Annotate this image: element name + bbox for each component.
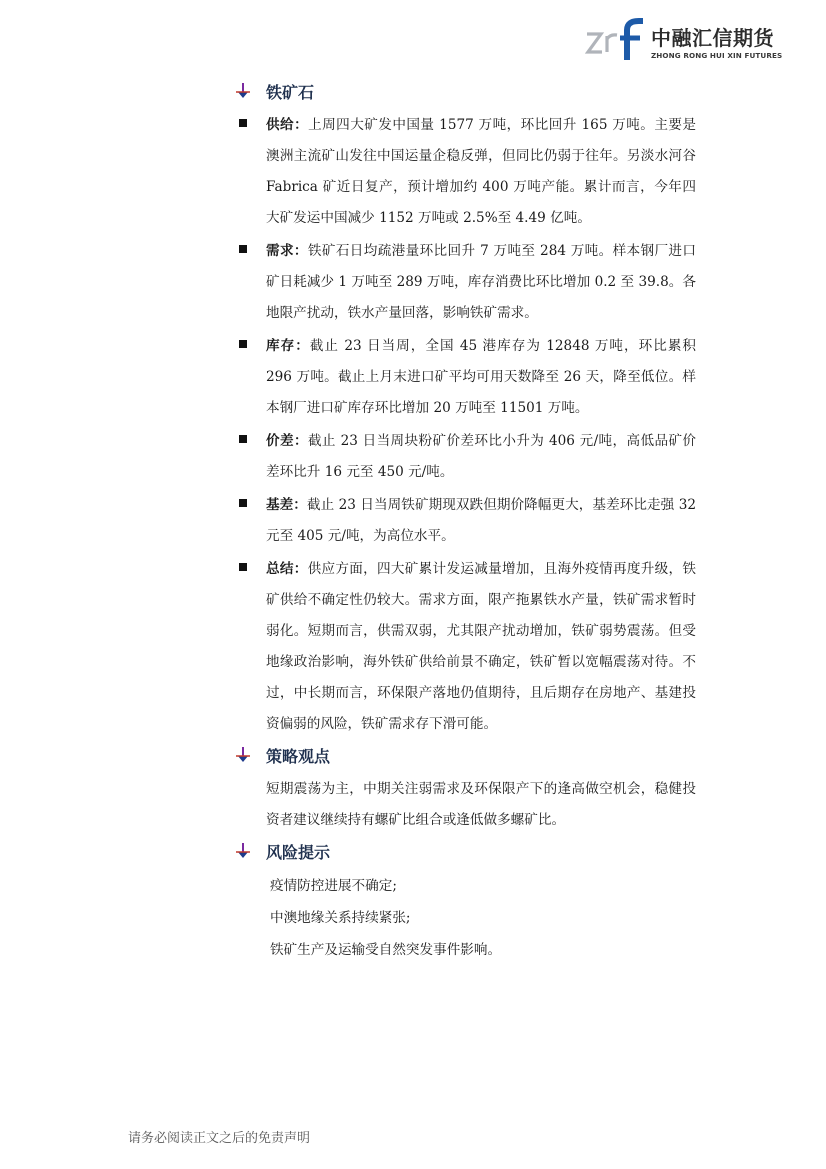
risk-item: 铁矿生产及运输受自然突发事件影响。 [270, 942, 502, 958]
square-bullet-icon [239, 563, 247, 571]
square-bullet-icon [239, 245, 247, 253]
section-title: 策略观点 [266, 746, 331, 766]
bullet-basis [236, 490, 696, 552]
bullet-text: 截止 23 日当周铁矿期现双跌但期价降幅更大，基差环比走强 32 元至 405 元/吨，为高位水平。 [266, 497, 697, 544]
bullet-label: 价差： [266, 433, 308, 449]
risk-list [236, 870, 696, 966]
arrow-down-marker-icon [236, 843, 250, 859]
footer-disclaimer: 请务必阅读正文之后的免责声明 [128, 1131, 311, 1146]
square-bullet-icon [239, 435, 247, 443]
bullet-inventory [236, 331, 696, 424]
bullet-text: 供应方面，四大矿累计发运减量增加，且海外疫情再度升级，铁矿供给不确定性仍较大。需求方面，限产拖累铁水产量，铁矿需求暂时弱化。短期而言，供需双弱，尤其限产扰动增加，铁矿弱势震荡。但受地缘政治影响，海外铁矿供给前景不确定，铁矿暂以宽幅震荡对待。不过，中长期而言，环保限产落地仍值期待，且后期存在房地产、基建投资偏弱的风险，铁矿需求存下滑可能。 [266, 561, 696, 732]
arrow-down-marker-icon [236, 83, 250, 99]
report-body [236, 78, 696, 966]
bullet-text: 上周四大矿发中国量 1577 万吨，环比回升 165 万吨。主要是澳洲主流矿山发往中国运量企稳反弹，但同比仍弱于往年。另淡水河谷 Fabrica 矿近日复产，预计增加约 400 万吨产能。累计而言，今年四大矿发运中国减少 1152 万吨或 2.5%至 4.49 亿吨。 [266, 117, 697, 226]
risk-item: 中澳地缘关系持续紧张; [270, 910, 411, 926]
bullet-text: 截止 23 日当周，全国 45 港库存为 12848 万吨，环比累积 296 万吨。截止上月末进口矿平均可用天数降至 26 天，降至低位。样本钢厂进口矿库存环比增加 20 万吨至 11501 万吨。 [266, 338, 697, 416]
bullet-label: 库存： [266, 338, 310, 354]
section-header-strategy [236, 742, 696, 768]
section-header-risk [236, 838, 696, 864]
bullet-summary [236, 554, 696, 740]
bullet-label: 总结： [266, 561, 308, 577]
strategy-paragraph [236, 774, 696, 836]
arrow-down-marker-icon [236, 747, 250, 763]
zrf-logo-mark-icon [585, 18, 645, 64]
section-title: 铁矿石 [266, 82, 315, 102]
strategy-text: 短期震荡为主，中期关注弱需求及环保限产下的逢高做空机会，稳健投资者建议继续持有螺矿比组合或逢低做多螺矿比。 [266, 781, 696, 828]
bullet-label: 需求： [266, 243, 308, 259]
section-title: 风险提示 [266, 842, 331, 862]
section-header-iron-ore [236, 78, 696, 104]
square-bullet-icon [239, 340, 247, 348]
bullet-text: 截止 23 日当周块粉矿价差环比小升为 406 元/吨，高低品矿价差环比升 16 元至 450 元/吨。 [266, 433, 697, 480]
square-bullet-icon [239, 119, 247, 127]
bullet-supply [236, 110, 696, 234]
bullet-spread [236, 426, 696, 488]
logo-english-name: ZHONG RONG HUI XIN FUTURES [651, 51, 783, 60]
bullet-demand [236, 236, 696, 329]
square-bullet-icon [239, 499, 247, 507]
bullet-label: 基差： [266, 497, 307, 513]
logo-chinese-name: 中融汇信期货 [651, 26, 774, 50]
risk-item: 疫情防控进展不确定; [270, 878, 397, 894]
company-logo [585, 18, 783, 64]
bullet-text: 铁矿石日均疏港量环比回升 7 万吨至 284 万吨。样本钢厂进口矿日耗减少 1 万吨至 289 万吨，库存消费比环比增加 0.2 至 39.8。各地限产扰动，铁水产量回落，影响铁矿需求。 [266, 243, 696, 321]
bullet-label: 供给： [266, 117, 309, 133]
